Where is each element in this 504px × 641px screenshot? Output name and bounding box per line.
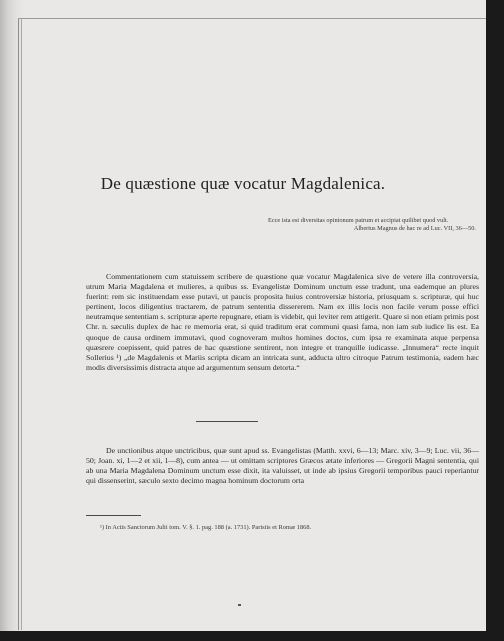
body-paragraph-1: Commentationem cum statuissem scribere de quæstione quæ vocatur Magdalenica sive de vetere illa controversia, utrum Maria Magdalena et mulieres, a quibus ss. Evangelistæ Dominum unctum esse tradunt, una eademque an plures fuerint: rem sic instituendam esse putavi, ut paucis proposita huius controversiæ historia, priusquam s. scripturæ, qui huc pertinent, locos diligentius tractarem, de patrum sententia dissererem. Nam ex illis locis non facile verum posse effici neutramque sententiam s. scripturæ aperte repugnare, etiam is videbit, qui leviter rem attigerit. Quare si non etiam primis post Chr. n. sæculis duplex de hac re memoria erat, si quid traditum erat communi quasi fama, non iam sub iudice lis est. Ea quoque de causa ordinem immutavi, quod cognoveram multos homines doctos, cum ipsa re examinata atque perpensa quæsrere coepissent, quid patres de hac quæstione sentirent, non integre et tranquille iudicasse. „Innumera“ recte inquit Sollerius ¹) „de Magdalenis et Mariis scripta dicam an intricata sunt, adducta ultro citroque Patrum testimonia, eadem hæc modis diversissimis distracta atque ad argumentum sensum detorta.“ <box>86 272 479 372</box>
section-separator <box>196 421 258 422</box>
epigraph <box>268 217 478 233</box>
page-top-edge <box>18 18 486 19</box>
epigraph-text: Ecce ista est diversitas opinionum patrum et accipiat quilibet quod vult. <box>268 217 449 224</box>
binding-edge-line-inner <box>21 18 22 630</box>
page-title: De quæstione quæ vocatur Magdalenica. <box>100 174 386 193</box>
body-paragraph-2: De unctionibus atque unctricibus, quæ sunt apud ss. Evangelistas (Matth. xxvi, 6—13; Marc. xiv, 3—9; Luc. vii, 36—50; Joan. xi, 1—2 et xii, 1—8), cum antea — ut omittam scriptores Græcos ætate inferiores — Gregorii Magni sententia, qui ab una Maria Magdalena Dominum unctum esse dixit, ita valuisset, ut inde ab ipsius Gregorii temporibus pauci reperiantur qui dissenserint, sæculo sexto decimo magna hominum doctorum orta <box>86 446 479 486</box>
footnote: ¹) In Actis Sanctorum Julii tom. V. §. 1. pag. 188 (a. 1731). Parisiis et Romæ 1868. <box>100 524 312 531</box>
footnote-rule <box>86 515 141 516</box>
page-mark <box>238 604 241 606</box>
binding-edge-line <box>18 18 19 630</box>
epigraph-source: Albertus Magnus de hac re ad Luc. VII, 36—50. <box>353 225 476 232</box>
